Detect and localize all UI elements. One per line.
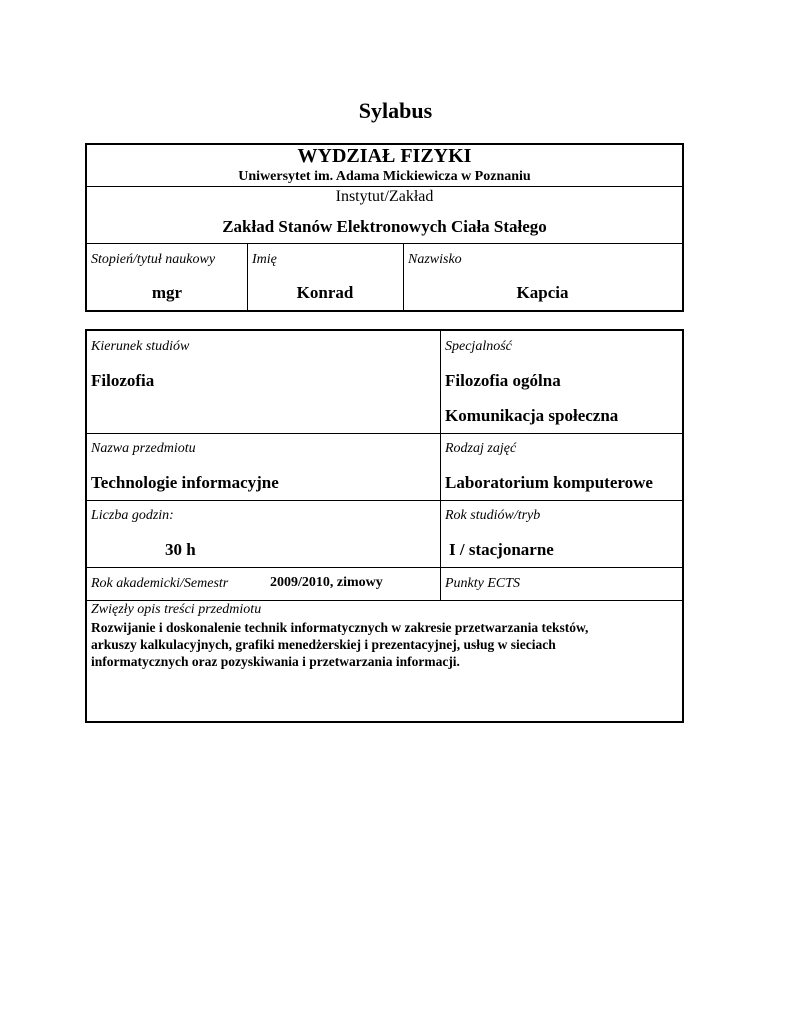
faculty-name: WYDZIAŁ FIZYKI: [297, 145, 472, 167]
last-name-value: Kapcia: [516, 283, 569, 302]
course-table: [85, 329, 684, 723]
field-value: Filozofia: [91, 371, 155, 390]
hours-value: 30 h: [165, 540, 196, 559]
description-line: arkuszy kalkulacyjnych, grafiki menedżerskiej i prezentacyjnej, usług w sieciach: [91, 637, 556, 652]
field-label: Kierunek studiów: [91, 339, 190, 354]
academic-year-label: Rok akademicki/Semestr: [91, 576, 229, 591]
class-type-label: Rodzaj zajęć: [445, 441, 517, 456]
description-line: Rozwijanie i doskonalenie technik informatycznych w zakresie przetwarzania tekstów,: [91, 620, 589, 635]
year-mode-value: I / stacjonarne: [449, 540, 554, 559]
university-name: Uniwersytet im. Adama Mickiewicza w Poznaniu: [238, 169, 531, 184]
specialty-value: Komunikacja społeczna: [445, 406, 619, 425]
header-table: [85, 143, 684, 312]
page-title: Sylabus: [358, 98, 433, 123]
institute-value: Zakład Stanów Elektronowych Ciała Stałego: [222, 217, 547, 236]
degree-value: mgr: [151, 283, 183, 302]
divider: [87, 500, 682, 501]
subject-label: Nazwa przedmiotu: [91, 441, 196, 456]
specialty-value: Filozofia ogólna: [445, 371, 561, 390]
ects-label: Punkty ECTS: [445, 576, 521, 591]
class-type-value: Laboratorium komputerowe: [445, 473, 653, 492]
divider: [87, 600, 682, 601]
divider: [440, 331, 441, 601]
divider: [87, 433, 682, 434]
description-label: Zwięzły opis treści przedmiotu: [91, 602, 262, 617]
divider: [87, 567, 682, 568]
subject-value: Technologie informacyjne: [91, 473, 279, 492]
specialty-label: Specjalność: [445, 339, 512, 354]
first-name-label: Imię: [252, 252, 277, 267]
year-mode-label: Rok studiów/tryb: [445, 508, 541, 523]
degree-label: Stopień/tytuł naukowy: [91, 252, 216, 267]
description-text: [91, 619, 588, 670]
institute-label: Instytut/Zakład: [335, 188, 434, 205]
divider: [87, 243, 682, 244]
last-name-label: Nazwisko: [408, 252, 462, 267]
hours-label: Liczba godzin:: [91, 508, 174, 523]
description-line: informatycznych oraz pozyskiwania i przetwarzania informacji.: [91, 654, 460, 669]
divider: [87, 186, 682, 187]
academic-year-value: 2009/2010, zimowy: [270, 575, 383, 590]
first-name-value: Konrad: [296, 283, 354, 302]
